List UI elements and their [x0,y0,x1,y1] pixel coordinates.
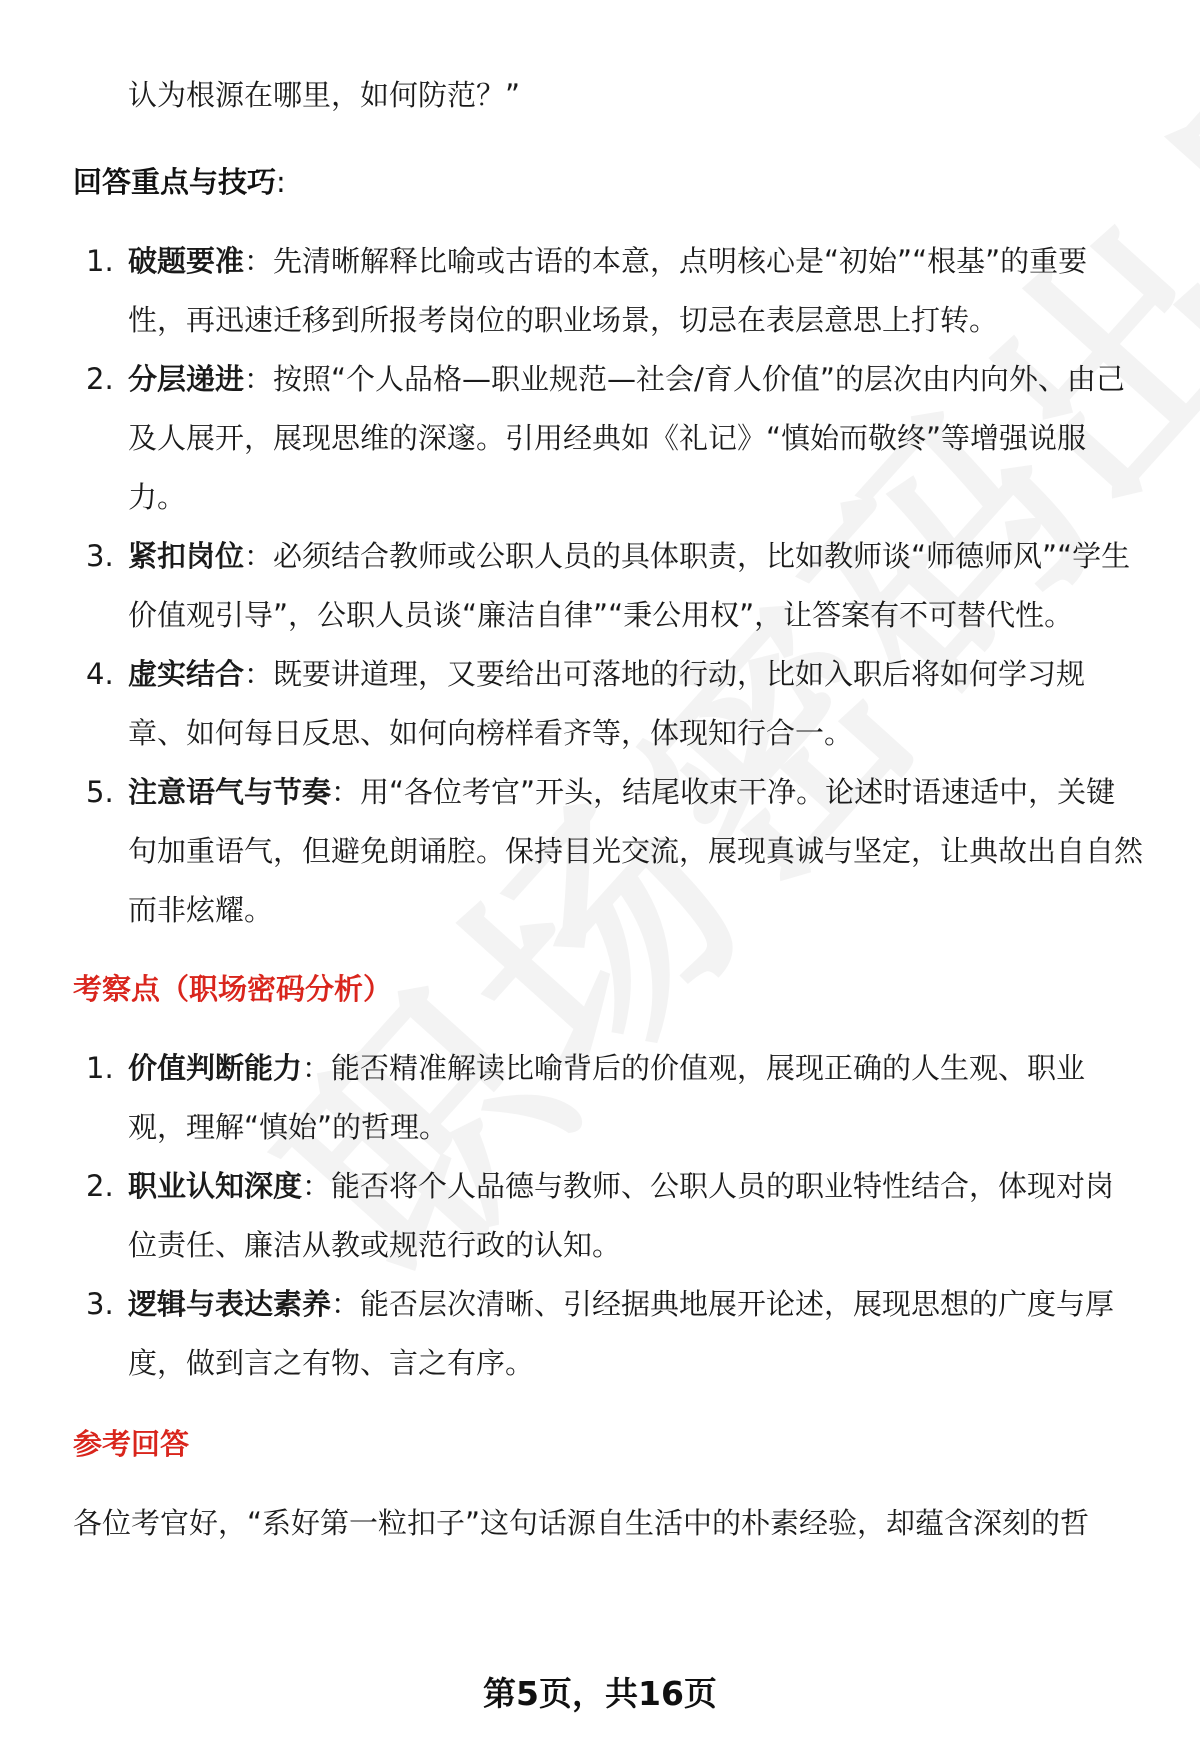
points-heading: 考察点（职场密码分析） [73,972,393,1006]
document-content [73,66,1143,1553]
item-colon: ： [331,1287,361,1321]
list-number: 1. [86,1051,114,1085]
points-list-item [73,1275,1143,1393]
tips-list [73,232,1143,940]
tips-list-item [73,527,1143,645]
item-text: 既要讲道理，又要给出可落地的行动，比如入职后将如何学习规章、如何每日反思、如何向榜样看齐等，体现知行合一。 [128,657,1086,750]
list-number: 1. [86,244,114,278]
item-colon: ： [331,775,361,809]
item-text: 能否层次清晰、引经据典地展开论述，展现思想的广度与厚度，做到言之有物、言之有序。 [128,1287,1115,1380]
item-term: 分层递进 [128,362,245,396]
list-number: 3. [86,539,114,573]
tips-heading [73,153,1143,212]
item-text: 按照“个人品格—职业规范—社会/育人价值”的层次由内向外、由己及人展开，展现思维的深邃。引用经典如《礼记》“慎始而敬终”等增强说服力。 [128,362,1125,514]
item-term: 虚实结合 [128,657,245,691]
item-text: 能否将个人品德与教师、公职人员的职业特性结合，体现对岗位责任、廉洁从教或规范行政的认知。 [128,1169,1115,1262]
list-number: 2. [86,362,114,396]
tips-heading-text: 回答重点与技巧 [73,165,277,199]
item-term: 职业认知深度 [128,1169,303,1203]
page-number-footer: 第5页，共16页 [483,1674,717,1713]
answer-paragraph: 各位考官好，“系好第一粒扣子”这句话源自生活中的朴素经验，却蕴含深刻的哲 [73,1506,1090,1540]
item-text: 先清晰解释比喻或古语的本意，点明核心是“初始”“根基”的重要性，再迅速迁移到所报考岗位的职业场景，切忌在表层意思上打转。 [128,244,1088,337]
item-colon: ： [244,539,274,573]
tips-list-item [73,232,1143,350]
list-number: 3. [86,1287,114,1321]
item-colon: ： [244,362,274,396]
list-number: 5. [86,775,114,809]
item-colon: ： [244,657,274,691]
item-colon: ： [244,244,274,278]
tips-list-item [73,350,1143,527]
item-term: 逻辑与表达素养 [128,1287,332,1321]
item-term: 紧扣岗位 [128,539,245,573]
points-list-item [73,1039,1143,1157]
item-colon: ： [302,1169,332,1203]
points-list-item [73,1157,1143,1275]
item-text: 必须结合教师或公职人员的具体职责，比如教师谈“师德师风”“学生价值观引导”，公职人员谈“廉洁自律”“秉公用权”，让答案有不可替代性。 [128,539,1131,632]
item-text: 能否精准解读比喻背后的价值观，展现正确的人生观、职业观，理解“慎始”的哲理。 [128,1051,1086,1144]
item-text: 用“各位考官”开头，结尾收束干净。论述时语速适中，关键句加重语气，但避免朗诵腔。保持目光交流，展现真诚与坚定，让典故出自自然而非炫耀。 [128,775,1144,927]
item-term: 价值判断能力 [128,1051,303,1085]
tips-heading-colon: : [276,165,286,199]
answer-heading: 参考回答 [73,1427,190,1461]
tips-list-item [73,763,1143,940]
item-colon: ： [302,1051,332,1085]
item-term: 注意语气与节奏 [128,775,332,809]
list-number: 2. [86,1169,114,1203]
points-list [73,1039,1143,1393]
item-term: 破题要准 [128,244,245,278]
intro-tail-text: 认为根源在哪里，如何防范？” [128,78,521,112]
tips-list-item [73,645,1143,763]
list-number: 4. [86,657,114,691]
